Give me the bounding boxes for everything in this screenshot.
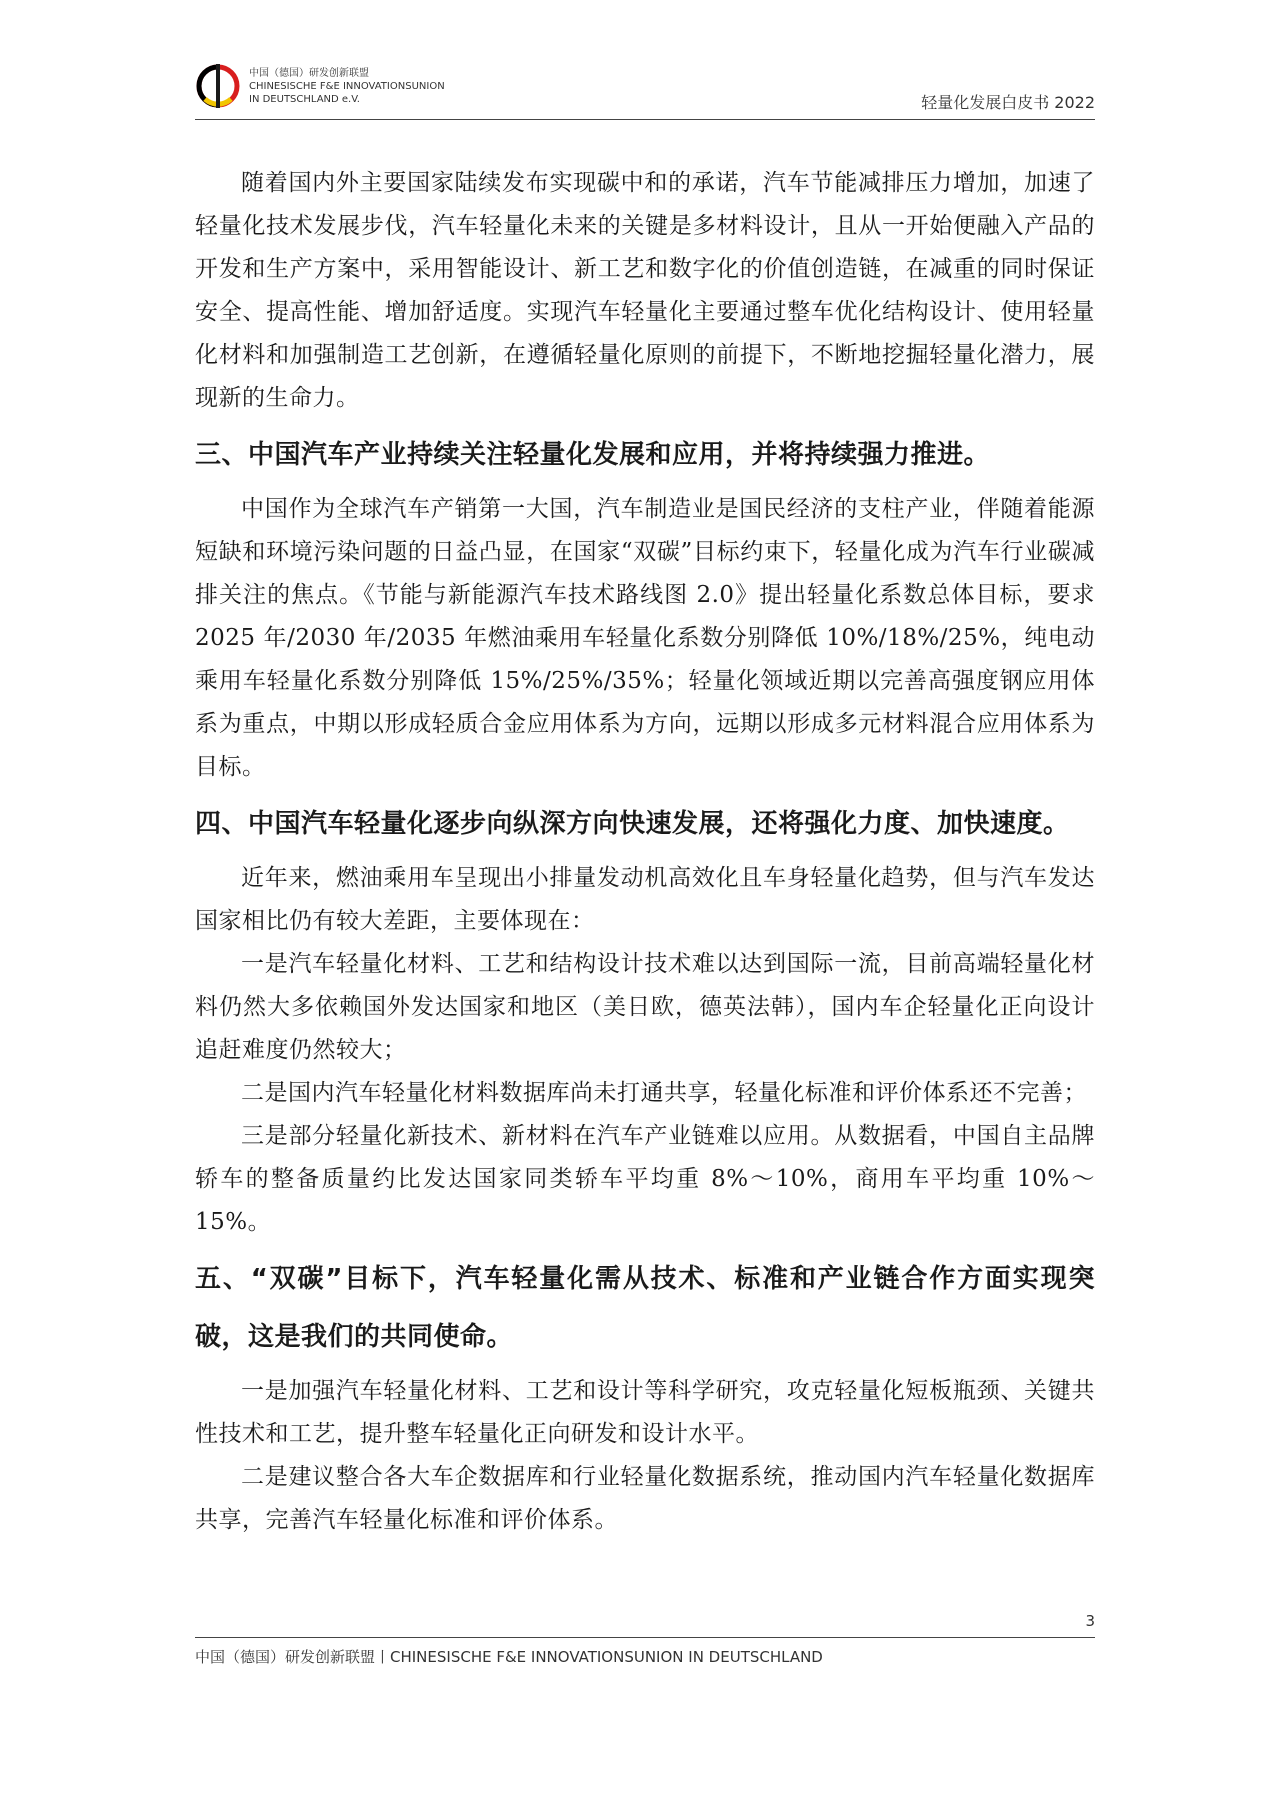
paragraph-point-1: 一是汽车轻量化材料、工艺和结构设计技术难以达到国际一流，目前高端轻量化材料仍然大多依赖国外发达国家和地区（美日欧，德英法韩），国内车企轻量化正向设计追赶难度仍然较大； bbox=[195, 951, 1095, 1063]
section-heading-4: 四、中国汽车轻量化逐步向纵深方向快速发展，还将强化力度、加快速度。 bbox=[195, 809, 1070, 839]
paragraph-recommendation-2: 二是建议整合各大车企数据库和行业轻量化数据系统，推动国内汽车轻量化数据库共享，完善汽车轻量化标准和评价体系。 bbox=[195, 1464, 1095, 1533]
document-title: 轻量化发展白皮书 2022 bbox=[921, 93, 1095, 112]
paragraph-point-2: 二是国内汽车轻量化材料数据库尚未打通共享，轻量化标准和评价体系还不完善； bbox=[241, 1080, 1087, 1106]
paragraph-point-3: 三是部分轻量化新技术、新材料在汽车产业链难以应用。从数据看，中国自主品牌轿车的整备质量约比发达国家同类轿车平均重 8%～10%，商用车平均重 10%～15%。 bbox=[195, 1123, 1095, 1235]
org-name bbox=[249, 67, 445, 106]
org-name-german-line1: CHINESISCHE F&E INNOVATIONSUNION bbox=[249, 81, 445, 92]
section-heading-5: 五、“双碳”目标下，汽车轻量化需从技术、标准和产业链合作方面实现突破，这是我们的共同使命。 bbox=[195, 1264, 1095, 1352]
page-content bbox=[195, 162, 1095, 1542]
org-name-german-line2: IN DEUTSCHLAND e.V. bbox=[249, 94, 360, 105]
org-name-chinese: 中国（德国）研发创新联盟 bbox=[249, 68, 369, 79]
page-number: 3 bbox=[1085, 1612, 1095, 1630]
org-logo bbox=[195, 63, 241, 109]
section-heading-3: 三、中国汽车产业持续关注轻量化发展和应用，并将持续强力推进。 bbox=[195, 440, 991, 470]
paragraph-intro: 随着国内外主要国家陆续发布实现碳中和的承诺，汽车节能减排压力增加，加速了轻量化技术发展步伐，汽车轻量化未来的关键是多材料设计，且从一开始便融入产品的开发和生产方案中，采用智能设计、新工艺和数字化的价值创造链，在减重的同时保证安全、提高性能、增加舒适度。实现汽车轻量化主要通过整车优化结构设计、使用轻量化材料和加强制造工艺创新，在遵循轻量化原则的前提下，不断地挖掘轻量化潜力，展现新的生命力。 bbox=[195, 170, 1095, 411]
page-header bbox=[195, 55, 1095, 120]
paragraph-recommendation-1: 一是加强汽车轻量化材料、工艺和设计等科学研究，攻克轻量化短板瓶颈、关键共性技术和工艺，提升整车轻量化正向研发和设计水平。 bbox=[195, 1378, 1095, 1447]
page-footer bbox=[195, 1612, 1095, 1666]
footer-org-text: 中国（德国）研发创新联盟丨CHINESISCHE F&E INNOVATIONSUNION IN DEUTSCHLAND bbox=[195, 1648, 823, 1666]
paragraph-section-3: 中国作为全球汽车产销第一大国，汽车制造业是国民经济的支柱产业，伴随着能源短缺和环境污染问题的日益凸显，在国家“双碳”目标约束下，轻量化成为汽车行业碳减排关注的焦点。《节能与新能源汽车技术路线图 2.0》提出轻量化系数总体目标，要求 2025 年/2030 年/2035 年燃油乘用车轻量化系数分别降低 10%/18%/25%，纯电动乘用车轻量化系数分别降低 15%/25%/35%；轻量化领域近期以完善高强度钢应用体系为重点，中期以形成轻质合金应用体系为方向，远期以形成多元材料混合应用体系为目标。 bbox=[195, 496, 1095, 780]
paragraph-section-4-intro: 近年来，燃油乘用车呈现出小排量发动机高效化且车身轻量化趋势，但与汽车发达国家相比仍有较大差距，主要体现在： bbox=[195, 865, 1095, 934]
